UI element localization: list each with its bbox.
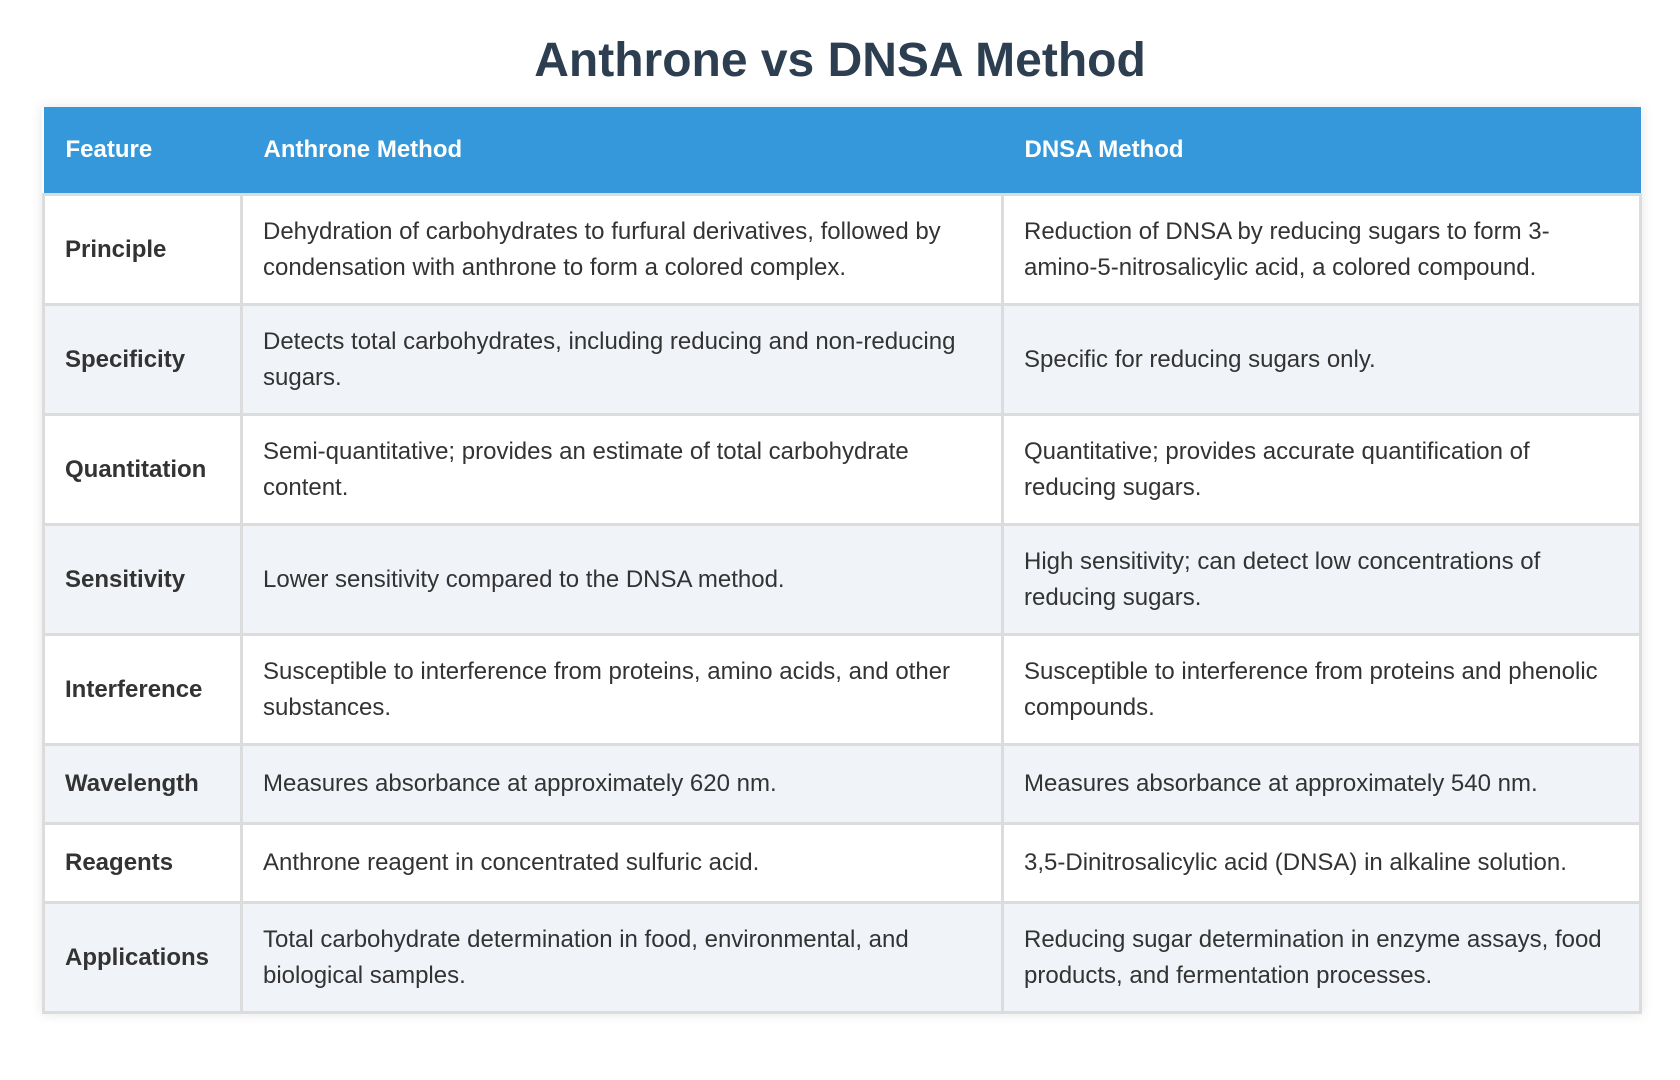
dnsa-cell: Measures absorbance at approximately 540 nm. (1003, 745, 1641, 824)
dnsa-cell: Quantitative; provides accurate quantification of reducing sugars. (1003, 415, 1641, 525)
feature-cell: Specificity (44, 305, 242, 415)
header-row (44, 107, 1641, 195)
anthrone-cell: Susceptible to interference from proteins, amino acids, and other substances. (242, 635, 1003, 745)
dnsa-cell: Reduction of DNSA by reducing sugars to form 3-amino-5-nitrosalicylic acid, a colored compound. (1003, 195, 1641, 305)
table-row (44, 195, 1641, 305)
header-anthrone-method: Anthrone Method (242, 107, 1003, 195)
feature-cell: Sensitivity (44, 525, 242, 635)
table-row (44, 824, 1641, 903)
header-dnsa-method: DNSA Method (1003, 107, 1641, 195)
table-header (44, 107, 1641, 195)
feature-cell: Interference (44, 635, 242, 745)
feature-cell: Quantitation (44, 415, 242, 525)
table-body (44, 195, 1641, 1013)
anthrone-cell: Dehydration of carbohydrates to furfural derivatives, followed by condensation with anthrone to form a colored complex. (242, 195, 1003, 305)
feature-cell: Reagents (44, 824, 242, 903)
table-row (44, 745, 1641, 824)
feature-cell: Wavelength (44, 745, 242, 824)
header-feature: Feature (44, 107, 242, 195)
dnsa-cell: Susceptible to interference from proteins and phenolic compounds. (1003, 635, 1641, 745)
dnsa-cell: Specific for reducing sugars only. (1003, 305, 1641, 415)
feature-cell: Principle (44, 195, 242, 305)
anthrone-cell: Measures absorbance at approximately 620 nm. (242, 745, 1003, 824)
anthrone-cell: Total carbohydrate determination in food, environmental, and biological samples. (242, 903, 1003, 1013)
comparison-table (42, 107, 1642, 1014)
table-row (44, 305, 1641, 415)
table-row (44, 903, 1641, 1013)
page-title: Anthrone vs DNSA Method (534, 34, 1146, 87)
dnsa-cell: 3,5-Dinitrosalicylic acid (DNSA) in alkaline solution. (1003, 824, 1641, 903)
anthrone-cell: Detects total carbohydrates, including reducing and non-reducing sugars. (242, 305, 1003, 415)
feature-cell: Applications (44, 903, 242, 1013)
dnsa-cell: Reducing sugar determination in enzyme assays, food products, and fermentation processes. (1003, 903, 1641, 1013)
table-row (44, 635, 1641, 745)
anthrone-cell: Lower sensitivity compared to the DNSA method. (242, 525, 1003, 635)
dnsa-cell: High sensitivity; can detect low concentrations of reducing sugars. (1003, 525, 1641, 635)
anthrone-cell: Semi-quantitative; provides an estimate of total carbohydrate content. (242, 415, 1003, 525)
table-row (44, 415, 1641, 525)
anthrone-cell: Anthrone reagent in concentrated sulfuric acid. (242, 824, 1003, 903)
table-row (44, 525, 1641, 635)
